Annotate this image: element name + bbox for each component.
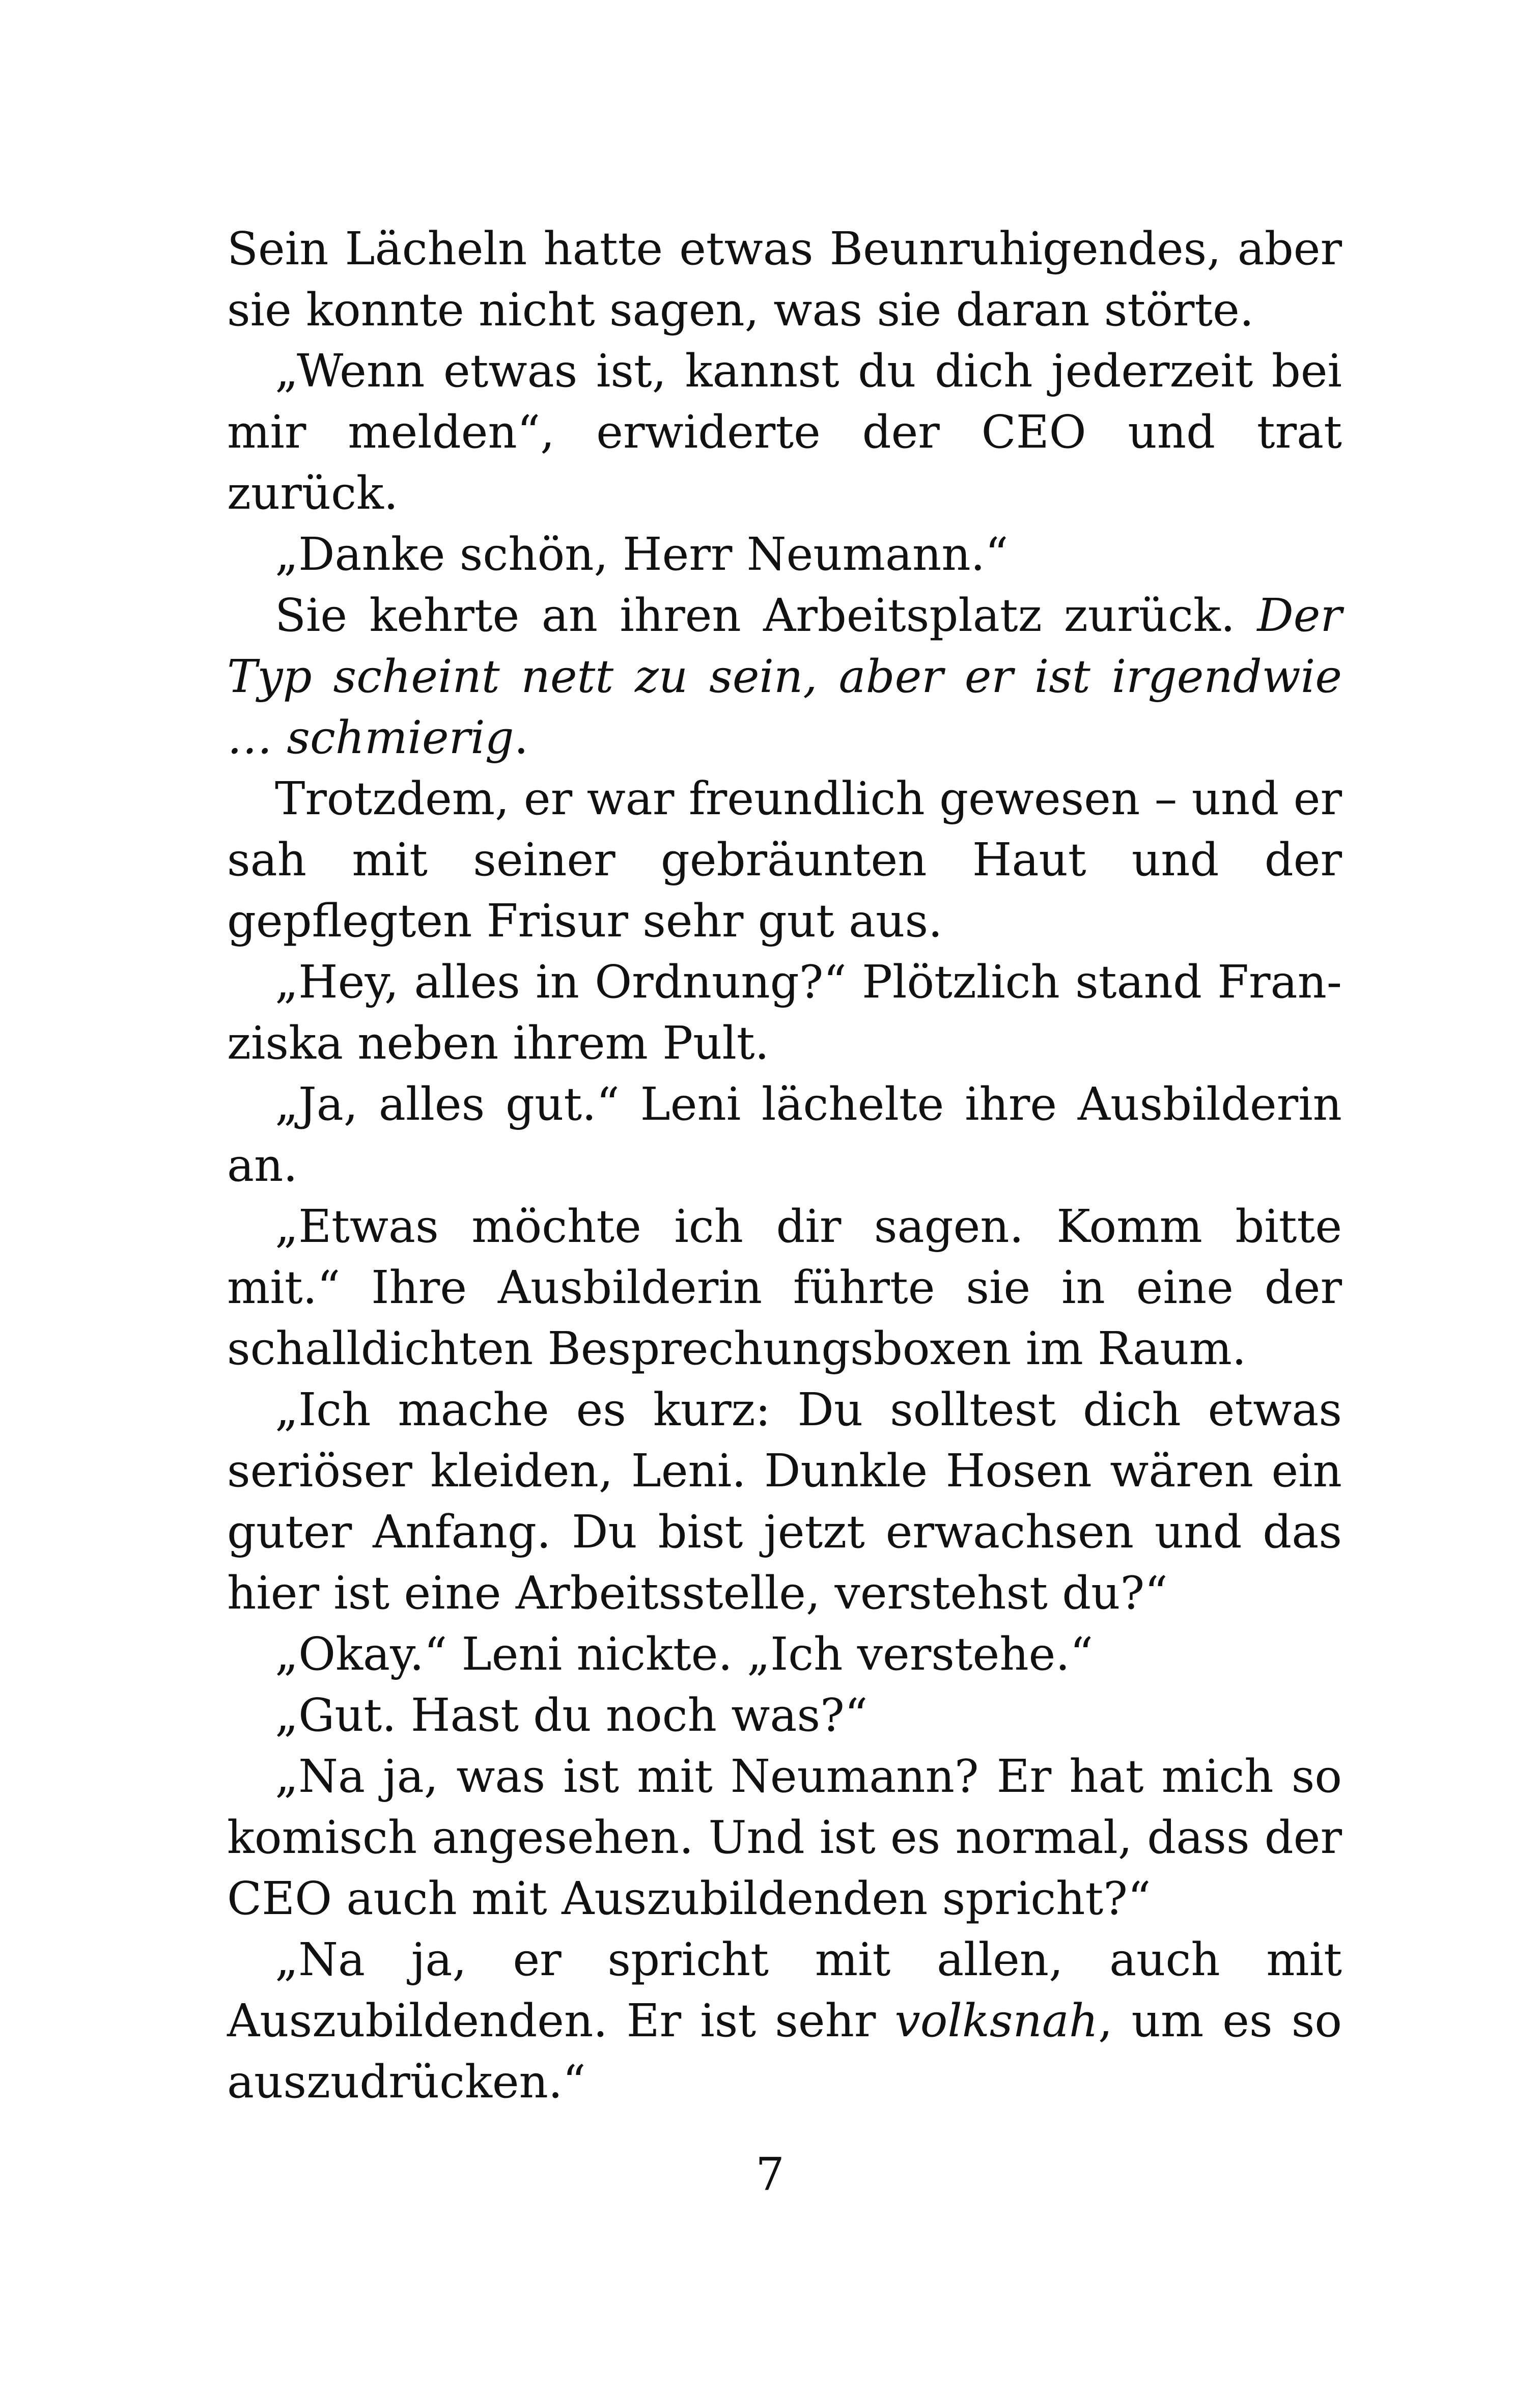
italic-thought: Der Typ scheint nett zu sein, aber er ist irgendwie … schmierig (227, 589, 1342, 764)
paragraph: „Na ja, was ist mit Neumann? Er hat mich so komisch angesehen. Und ist es normal, dass der CEO auch mit Auszubildenden spricht?“ (227, 1750, 1342, 1925)
paragraph: Trotzdem, er war freundlich gewesen – und er sah mit seiner gebräunten Haut und der gepflegten Frisur sehr gut aus. (227, 772, 1342, 947)
paragraph: „Hey, alles in Ordnung?“ Plötzlich stand Franziska neben ihrem Pult. (227, 955, 1342, 1069)
paragraph: „Ich mache es kurz: Du solltest dich etwas seriöser kleiden, Leni. Dunkle Hosen wären ein guter Anfang. Du bist jetzt erwachsen und das hier ist eine Arbeitsstelle, verstehst du?“ (227, 1383, 1342, 1619)
italic-word: volksnah (894, 1994, 1099, 2047)
paragraph (227, 1929, 1342, 2112)
paragraph: „Ja, alles gut.“ Leni lächelte ihre Ausbilderin an. (227, 1077, 1342, 1192)
paragraph (227, 585, 1342, 768)
paragraph: Sein Lächeln hatte etwas Beunruhigendes, aber sie konnte nicht sagen, was sie daran störte. (227, 222, 1342, 336)
paragraph: „Etwas möchte ich dir sagen. Komm bitte mit.“ Ihre Ausbilderin führte sie in eine der schalldichten Besprechungsboxen im Raum. (227, 1200, 1342, 1375)
paragraph: „Wenn etwas ist, kannst du dich jederzeit bei mir melden“, erwiderte der CEO und trat zurück. (227, 344, 1342, 519)
paragraph-text: Sie kehrte an ihren Arbeitsplatz zurück. (275, 589, 1257, 642)
paragraph-text: , um es so auszudrücken.“ (227, 1994, 1342, 2108)
body-text (227, 218, 1342, 2112)
paragraph-text: „Na ja, er spricht mit allen, auch mit Auszubildenden. Er ist sehr (227, 1933, 1342, 2047)
paragraph: „Danke schön, Herr Neumann.“ (275, 528, 1009, 580)
page-number: 7 (755, 2148, 785, 2201)
paragraph: „Okay.“ Leni nickte. „Ich verstehe.“ (275, 1627, 1094, 1680)
paragraph: „Gut. Hast du noch was?“ (275, 1688, 868, 1741)
paragraph-text: . (514, 711, 528, 764)
